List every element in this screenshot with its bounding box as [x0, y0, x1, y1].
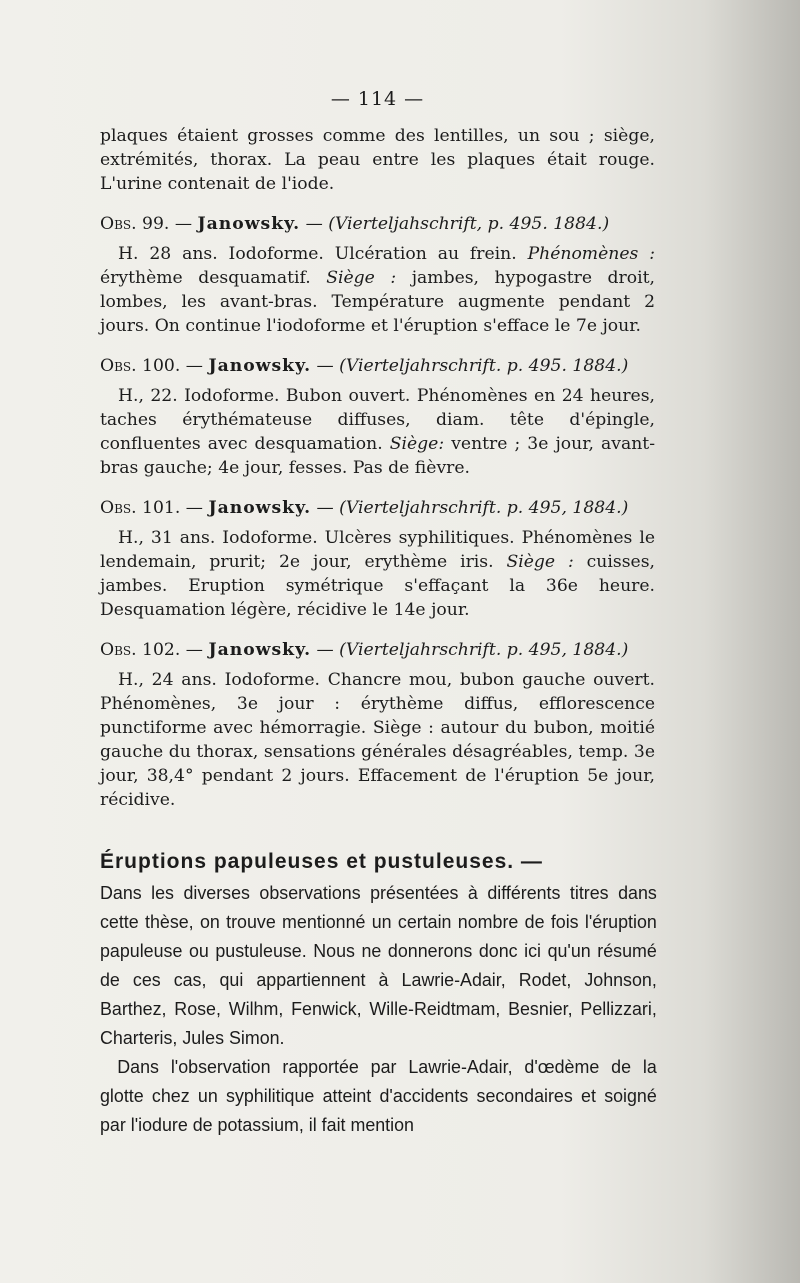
obs-reference: — (Vierteljahschrift, p. 495. 1884.) [305, 214, 610, 234]
obs-reference: — (Vierteljahrschrift. p. 495, 1884.) [316, 640, 629, 660]
obs-text: H., 22. Iodoforme. Bubon ouvert. Phénomènes en 24 heures, taches érythémateuse diffuses, diam. tête d'épingle, confluentes avec desquamation. [100, 386, 655, 454]
observation-header [100, 638, 655, 662]
observation-body: H., 24 ans. Iodoforme. Chancre mou, bubon gauche ouvert. Phénomènes, 3e jour : érythème diffus, efflorescence punctiforme avec hémorragie. Siège : autour du bubon, moitié gauche du thorax, sensations générales désagréables, temp. 3e jour, 38,4° pendant 2 jours. Effacement de l'éruption 5e jour, récidive. [100, 670, 655, 810]
observation-header [100, 496, 655, 520]
obs-emphasis: Siège: [389, 434, 445, 454]
obs-label: Obs. 101. [100, 498, 181, 518]
observation-header [100, 354, 655, 378]
obs-sep: — [169, 214, 198, 234]
intro-paragraph: plaques étaient grosses comme des lentilles, un sou ; siège, extrémités, thorax. La peau entre les plaques était rouge. L'urine contenait de l'iode. [100, 126, 655, 194]
obs-emphasis: Phénomènes : [527, 244, 655, 264]
observation-body [100, 526, 655, 622]
page-content [100, 88, 655, 1139]
section-paragraph: Dans l'observation rapportée par Lawrie-Adair, d'œdème de la glotte chez un syphilitique atteint d'accidents secondaires et soigné par l'iodure de potassium, il fait mention [100, 1056, 657, 1135]
obs-label: Obs. 102. [100, 640, 181, 660]
obs-text: H. 28 ans. Iodoforme. Ulcération au frein. [118, 244, 528, 264]
obs-reference: — (Vierteljahrschrift. p. 495, 1884.) [316, 498, 629, 518]
observation-body [100, 242, 655, 338]
obs-label: Obs. 99. [100, 214, 170, 234]
observation-header [100, 212, 655, 236]
obs-reference: — (Vierteljahrschrift. p. 495. 1884.) [316, 356, 629, 376]
obs-author: Janowsky. [197, 214, 301, 234]
obs-text: ventre ; 3e jour, avant-bras gauche; 4e jour, fesses. Pas de fièvre. [100, 434, 656, 478]
obs-author: Janowsky. [208, 498, 312, 518]
obs-sep: — [180, 356, 209, 376]
obs-text: H., 31 ans. Iodoforme. Ulcères syphilitiques. Phénomènes le lendemain, prurit; 2e jour, erythème iris. [100, 528, 655, 572]
obs-sep: — [180, 640, 209, 660]
observation-body [100, 384, 655, 480]
section-paragraph: Dans les diverses observations présentées à différents titres dans cette thèse, on trouve mentionné un certain nombre de fois l'éruption papuleuse ou pustuleuse. Nous ne donnerons donc ici qu'un résumé de ces cas, qui appartiennent à Lawrie-Adair, Rodet, Johnson, Barthez, Rose, Wilhm, Fenwick, Wille-Reidtmam, Besnier, Pellizzari, Charteris, Jules Simon. [100, 882, 657, 1048]
obs-text: jambes, hypogastre droit, lombes, les avant-bras. Température augmente pendant 2 jours. On continue l'iodoforme et l'éruption s'efface le 7e jour. [100, 268, 655, 336]
section-heading: Éruptions papuleuses et pustuleuses. — [100, 850, 543, 873]
obs-emphasis: Siège : [506, 552, 574, 572]
obs-text: cuisses, jambes. Eruption symétrique s'effaçant la 36e heure. Desquamation légère, récidive le 14e jour. [100, 552, 655, 620]
page-number: — 114 — [330, 88, 425, 110]
obs-author: Janowsky. [208, 356, 312, 376]
obs-text: érythème desquamatif. [100, 268, 327, 288]
obs-sep: — [180, 498, 209, 518]
obs-label: Obs. 100. [100, 356, 181, 376]
obs-emphasis: Siège : [326, 268, 397, 288]
obs-author: Janowsky. [208, 640, 312, 660]
